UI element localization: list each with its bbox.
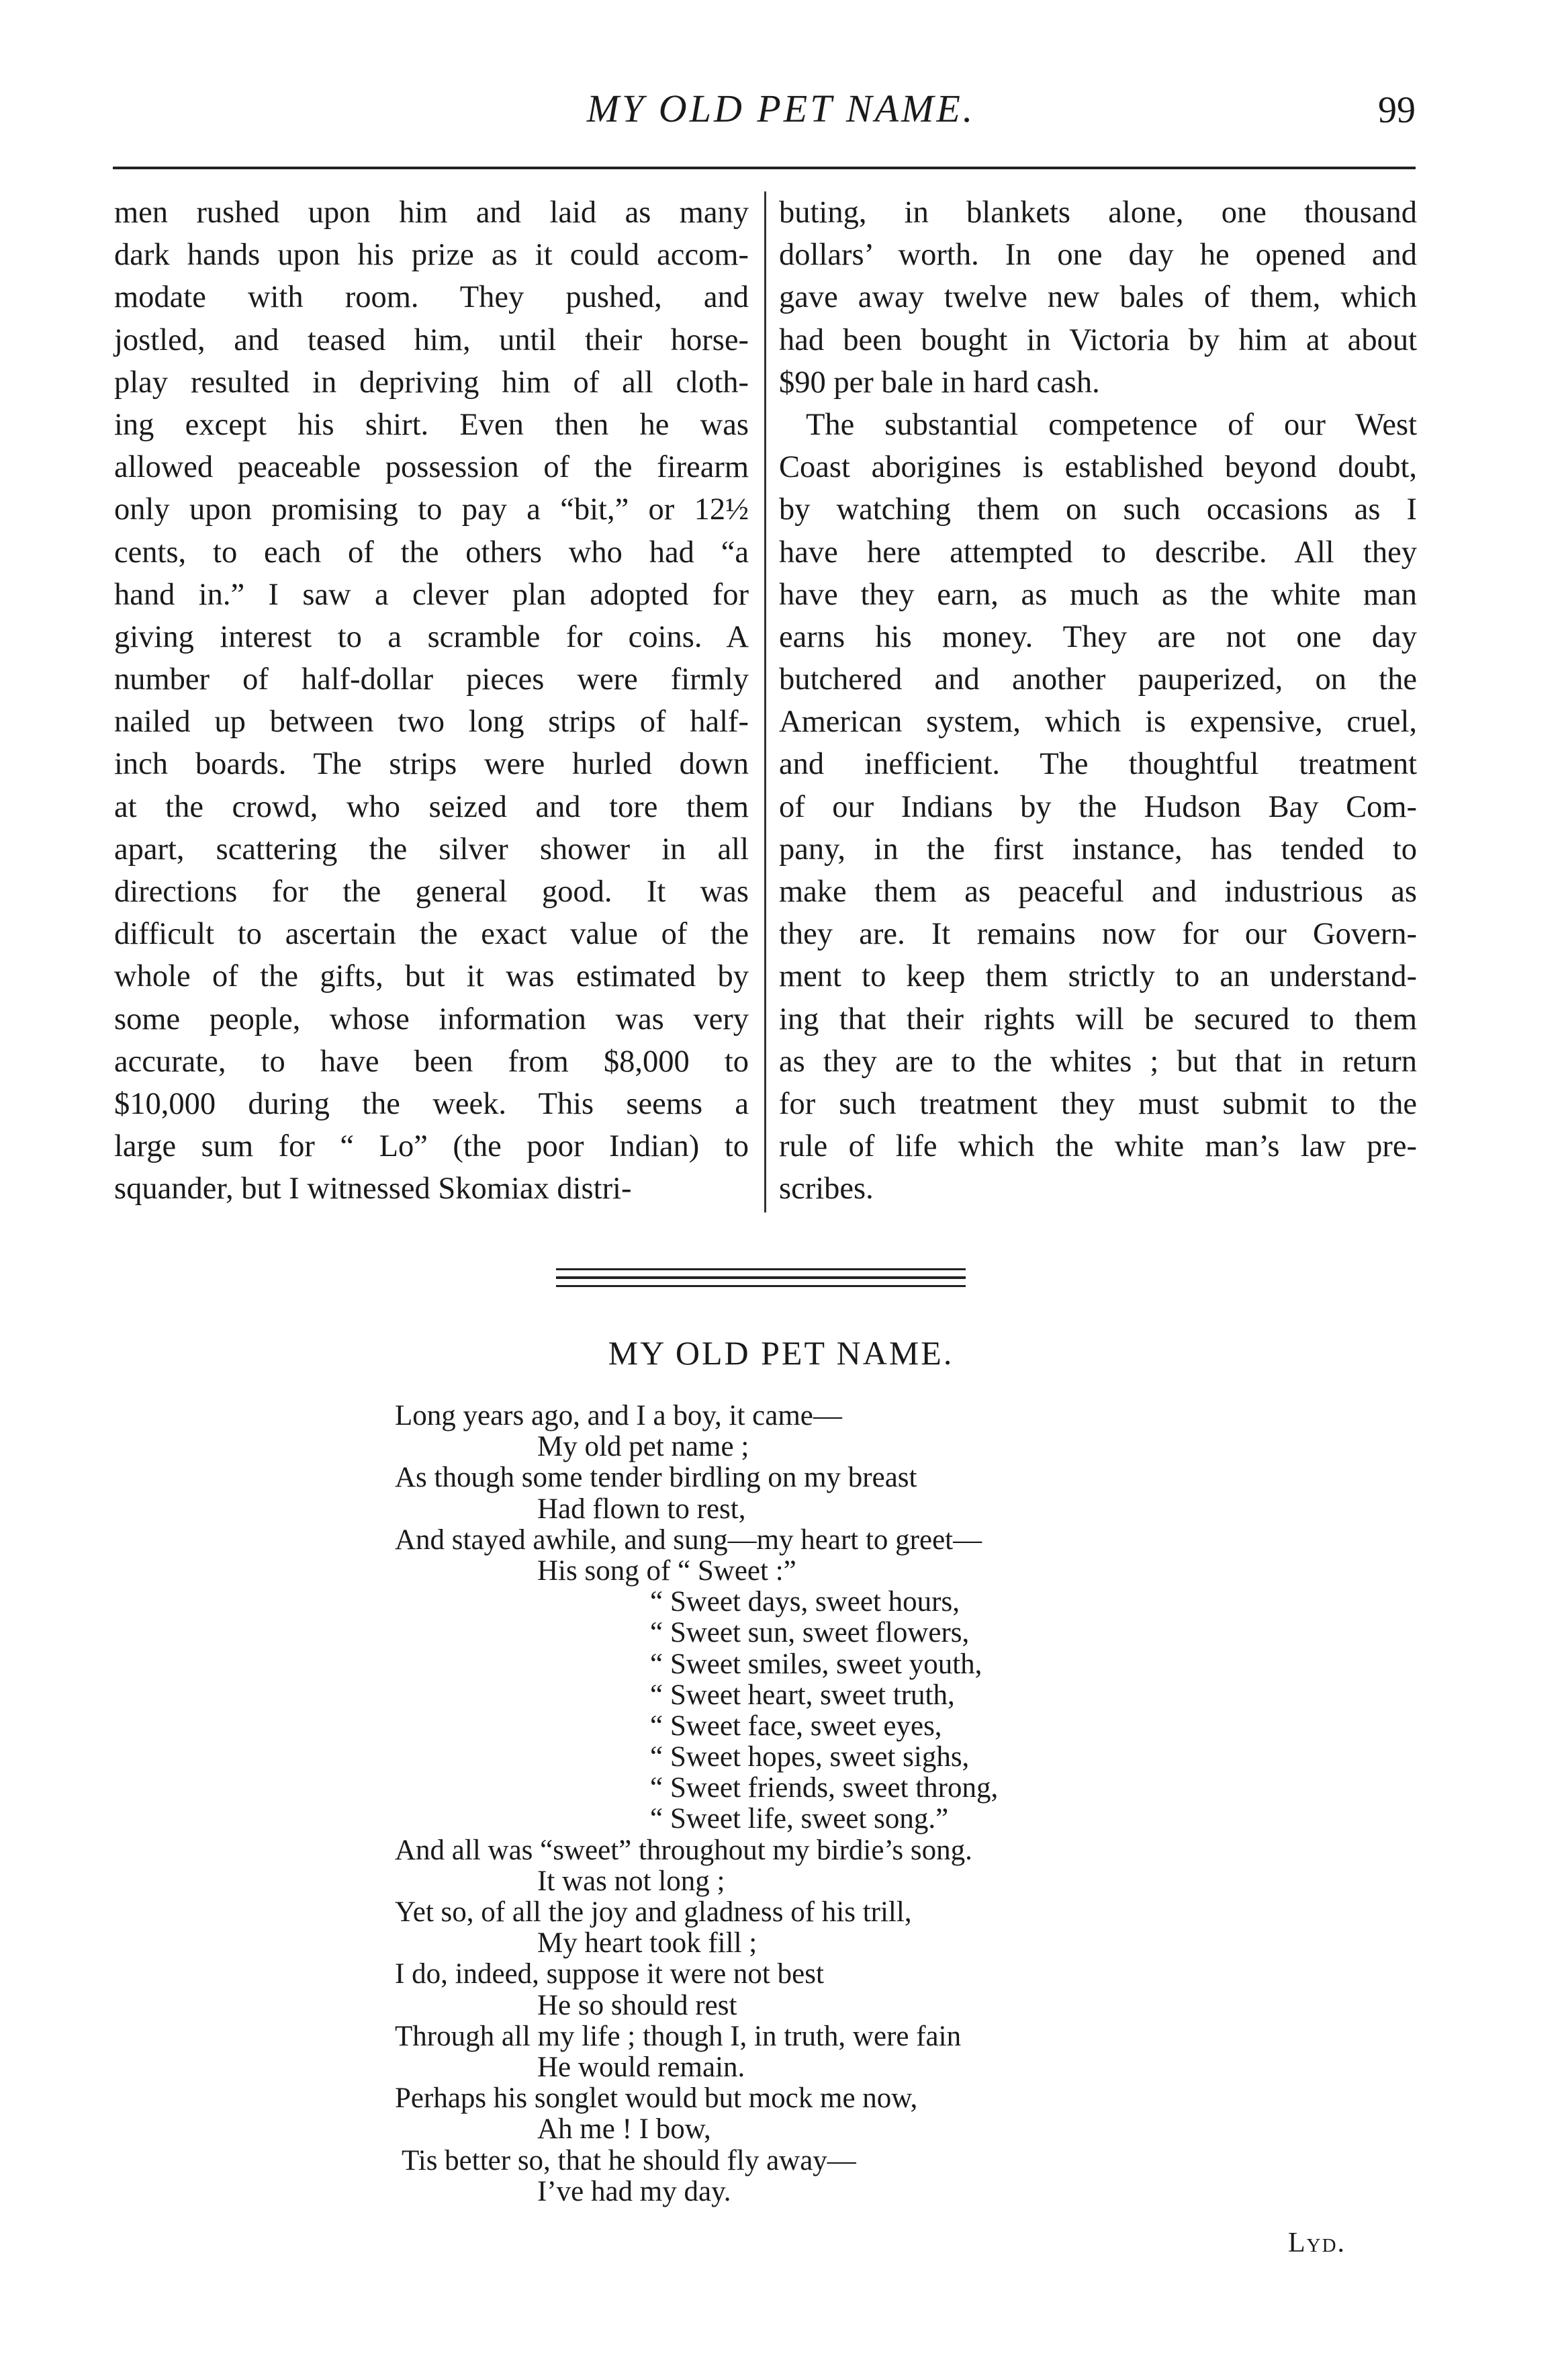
text-line: difficult to ascertain the exact value of the xyxy=(114,917,749,952)
text-line: ing except his shirt. Even then he was xyxy=(114,407,749,442)
poem-line: “ Sweet days, sweet hours, xyxy=(650,1586,960,1618)
poem-line: As though some tender birdling on my breast xyxy=(395,1462,917,1494)
text-line: accurate, to have been from $8,000 to xyxy=(114,1044,749,1079)
poem-line: Ah me ! I bow, xyxy=(537,2113,711,2146)
poem-line: Had flown to rest, xyxy=(537,1493,746,1525)
poem-line: “ Sweet sun, sweet flowers, xyxy=(650,1617,970,1649)
text-line: number of half-dollar pieces were firmly xyxy=(114,662,749,697)
poem-line: I do, indeed, suppose it were not best xyxy=(395,1958,824,1990)
poem-line: Yet so, of all the joy and gladness of his trill, xyxy=(395,1896,912,1928)
text-line: have here attempted to describe. All they xyxy=(779,535,1417,570)
running-title: MY OLD PET NAME. xyxy=(586,87,976,130)
poem-line: Long years ago, and I a boy, it came— xyxy=(395,1400,842,1431)
text-line: only upon promising to pay a “bit,” or 12½ xyxy=(114,492,749,527)
text-line: by watching them on such occasions as I xyxy=(779,492,1417,527)
poem-line: “ Sweet smiles, sweet youth, xyxy=(650,1648,982,1680)
poem-line: “ Sweet face, sweet eyes, xyxy=(650,1710,942,1742)
text-line: rule of life which the white man’s law pre- xyxy=(779,1129,1417,1164)
poem-line: He would remain. xyxy=(537,2051,745,2083)
poem-line: Perhaps his songlet would but mock me now, xyxy=(395,2082,918,2115)
poem-line: And stayed awhile, and sung—my heart to greet— xyxy=(395,1524,982,1556)
text-line: ing that their rights will be secured to them xyxy=(779,1002,1417,1037)
text-line: nailed up between two long strips of half- xyxy=(114,705,749,740)
text-line: at the crowd, who seized and tore them xyxy=(114,789,749,824)
poem-line: Through all my life ; though I, in truth, were fain xyxy=(395,2020,962,2052)
text-line: pany, in the first instance, has tended to xyxy=(779,832,1417,867)
text-line: have they earn, as much as the white man xyxy=(779,577,1417,612)
poem-title: MY OLD PET NAME. xyxy=(608,1334,954,1372)
text-line: hand in.” I saw a clever plan adopted for xyxy=(114,577,749,612)
page-number: 99 xyxy=(1378,89,1416,131)
text-line: directions for the general good. It was xyxy=(114,875,749,909)
text-line: allowed peaceable possession of the firearm xyxy=(114,450,749,485)
text-line: as they are to the whites ; but that in return xyxy=(779,1044,1417,1079)
poem-line: His song of “ Sweet :” xyxy=(537,1554,796,1587)
text-line: $10,000 during the week. This seems a xyxy=(114,1086,749,1121)
text-line: of our Indians by the Hudson Bay Com- xyxy=(779,789,1417,824)
poem-signature: Lyd. xyxy=(1288,2228,1346,2258)
text-line: whole of the gifts, but it was estimated by xyxy=(114,959,749,994)
text-line: $90 per bale in hard cash. xyxy=(779,365,1100,400)
poem-line: “ Sweet hopes, sweet sighs, xyxy=(650,1741,970,1773)
text-line: The substantial competence of our West xyxy=(806,407,1417,442)
text-line: giving interest to a scramble for coins. A xyxy=(114,619,749,654)
poem-line: I’ve had my day. xyxy=(537,2175,731,2207)
text-line: men rushed upon him and laid as many xyxy=(114,195,749,230)
section-separator-rule xyxy=(556,1276,966,1279)
section-separator-rule xyxy=(556,1268,966,1270)
left-column xyxy=(114,191,749,1210)
poem-line: “ Sweet life, sweet song.” xyxy=(650,1803,949,1835)
poem-line: He so should rest xyxy=(537,1989,737,2021)
text-line: modate with room. They pushed, and xyxy=(114,280,749,315)
poem-line: Tis better so, that he should fly away— xyxy=(402,2144,856,2176)
text-line: make them as peaceful and industrious as xyxy=(779,875,1417,909)
header-rule xyxy=(113,167,1416,169)
text-line: cents, to each of the others who had “a xyxy=(114,535,749,570)
poem-line: “ Sweet friends, sweet throng, xyxy=(650,1772,999,1804)
column-divider xyxy=(764,191,766,1213)
text-line: had been bought in Victoria by him at about xyxy=(779,322,1417,357)
text-line: scribes. xyxy=(779,1172,874,1206)
text-line: squander, but I witnessed Skomiax distri- xyxy=(114,1172,632,1206)
text-line: jostled, and teased him, until their horse- xyxy=(114,322,749,357)
text-line: gave away twelve new bales of them, which xyxy=(779,280,1417,315)
text-line: earns his money. They are not one day xyxy=(779,619,1417,654)
text-line: some people, whose information was very xyxy=(114,1002,749,1037)
text-line: they are. It remains now for our Govern- xyxy=(779,917,1417,952)
poem-line: My heart took fill ; xyxy=(537,1927,757,1959)
text-line: apart, scattering the silver shower in all xyxy=(114,832,749,867)
text-line: American system, which is expensive, cruel, xyxy=(779,705,1417,740)
text-line: and inefficient. The thoughtful treatment xyxy=(779,747,1417,782)
text-line: butchered and another pauperized, on the xyxy=(779,662,1417,697)
section-separator-rule xyxy=(556,1285,966,1287)
text-line: dark hands upon his prize as it could accom- xyxy=(114,238,749,273)
text-line: play resulted in depriving him of all cloth- xyxy=(114,365,749,400)
text-line: buting, in blankets alone, one thousand xyxy=(779,195,1417,230)
text-line: dollars’ worth. In one day he opened and xyxy=(779,238,1417,273)
poem-line: My old pet name ; xyxy=(537,1431,749,1463)
text-line: ment to keep them strictly to an understand- xyxy=(779,959,1417,994)
text-line: large sum for “ Lo” (the poor Indian) to xyxy=(114,1129,749,1164)
text-line: inch boards. The strips were hurled down xyxy=(114,747,749,782)
poem-line: It was not long ; xyxy=(537,1865,725,1897)
poem-line: And all was “sweet” throughout my birdie’s song. xyxy=(395,1834,972,1866)
poem-line: “ Sweet heart, sweet truth, xyxy=(650,1679,955,1711)
text-line: for such treatment they must submit to the xyxy=(779,1086,1417,1121)
right-column xyxy=(779,191,1417,1210)
text-line: Coast aborigines is established beyond doubt, xyxy=(779,450,1417,485)
poem-body xyxy=(395,1401,1335,2207)
